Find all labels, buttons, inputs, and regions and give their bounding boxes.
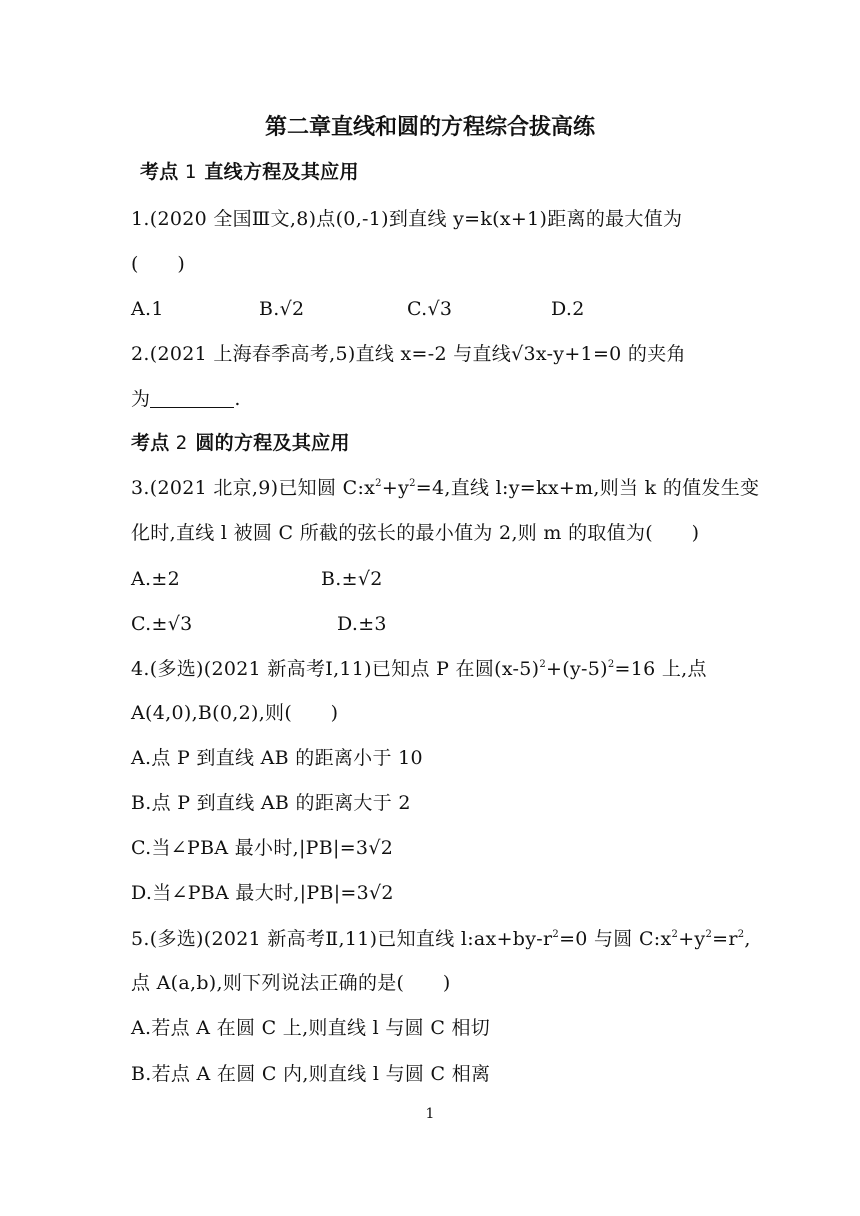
answer-blank[interactable] [150,389,234,408]
question-1-line-2: ( ) [131,253,186,275]
section-label: 考点 [131,432,170,454]
question-5-option-a: A.若点 A 在圆 C 上,则直线 l 与圆 C 相切 [131,1017,491,1039]
q5-text-b: =0 与圆 C:x [559,928,672,950]
q5-text-e: , [744,928,751,950]
question-3-line-1 [131,476,760,500]
option-b: B.±√2 [321,568,383,590]
question-2-line-2 [131,387,729,411]
option-d: D.2 [551,298,585,320]
question-4-line-2: A(4,0),B(0,2),则( ) [131,702,339,724]
q4-text-a: 4.(多选)(2021 新高考Ⅰ,11)已知点 P 在圆(x-5) [131,658,540,680]
q5-text-c: +y [678,928,706,950]
section-number: 1 [184,161,197,183]
superscript: 2 [607,659,615,670]
superscript: 2 [539,659,547,670]
question-5-line-1 [131,927,751,951]
question-4-option-b: B.点 P 到直线 AB 的距离大于 2 [131,792,411,814]
q5-text-a: 5.(多选)(2021 新高考Ⅱ,11)已知直线 l:ax+by-r [131,928,553,950]
question-5-line-2: 点 A(a,b),则下列说法正确的是( ) [131,972,451,994]
option-c: C.±√3 [131,613,193,635]
q2-text-period: . [234,388,241,410]
section-label: 考点 [140,161,179,183]
superscript: 2 [737,929,745,940]
question-4-option-a: A.点 P 到直线 AB 的距离小于 10 [131,747,423,769]
section-heading-1 [140,160,729,184]
section-text: 圆的方程及其应用 [195,432,350,454]
q3-text-b: +y [381,477,410,499]
question-5-option-b: B.若点 A 在圆 C 内,则直线 l 与圆 C 相离 [131,1063,491,1085]
question-4-option-c: C.当∠PBA 最小时,|PB|=3√2 [131,837,394,859]
q3-text-c: =4,直线 l:y=kx+m,则当 k 的值发生变 [415,477,760,499]
superscript: 2 [705,929,713,940]
q4-text-b: +(y-5) [546,658,608,680]
q2-text-prefix: 为 [131,388,151,410]
question-3-line-2: 化时,直线 l 被圆 C 所截的弦长的最小值为 2,则 m 的取值为( ) [131,522,700,544]
option-d: D.±3 [337,613,387,635]
superscript: 2 [552,929,560,940]
sqrt-3: √3 [511,343,536,365]
option-a: A.±2 [131,568,180,590]
superscript: 2 [375,478,382,489]
superscript: 2 [409,478,416,489]
option-a: A.1 [131,298,164,320]
q5-text-d: =r [712,928,738,950]
section-text: 直线方程及其应用 [204,161,359,183]
section-heading-2 [131,431,729,455]
option-c: C.√3 [407,298,453,320]
section-number: 2 [175,432,188,454]
option-b: B.√2 [259,298,305,320]
q4-text-c: =16 上,点 [614,658,707,680]
page-number: 1 [425,1106,435,1122]
q3-text-a: 3.(2021 北京,9)已知圆 C:x [131,477,376,499]
chapter-title: 第二章直线和圆的方程综合拔高练 [264,115,595,140]
question-1-line-1: 1.(2020 全国Ⅲ文,8)点(0,-1)到直线 y=k(x+1)距离的最大值为 [131,208,683,230]
question-4-line-1 [131,657,729,681]
question-2-line-1 [131,342,729,366]
question-4-option-d: D.当∠PBA 最大时,|PB|=3√2 [131,882,394,904]
q2-text-a: 2.(2021 上海春季高考,5)直线 x=-2 与直线 [131,343,512,365]
superscript: 2 [671,929,679,940]
q2-text-c: x-y+1=0 的夹角 [535,343,686,365]
